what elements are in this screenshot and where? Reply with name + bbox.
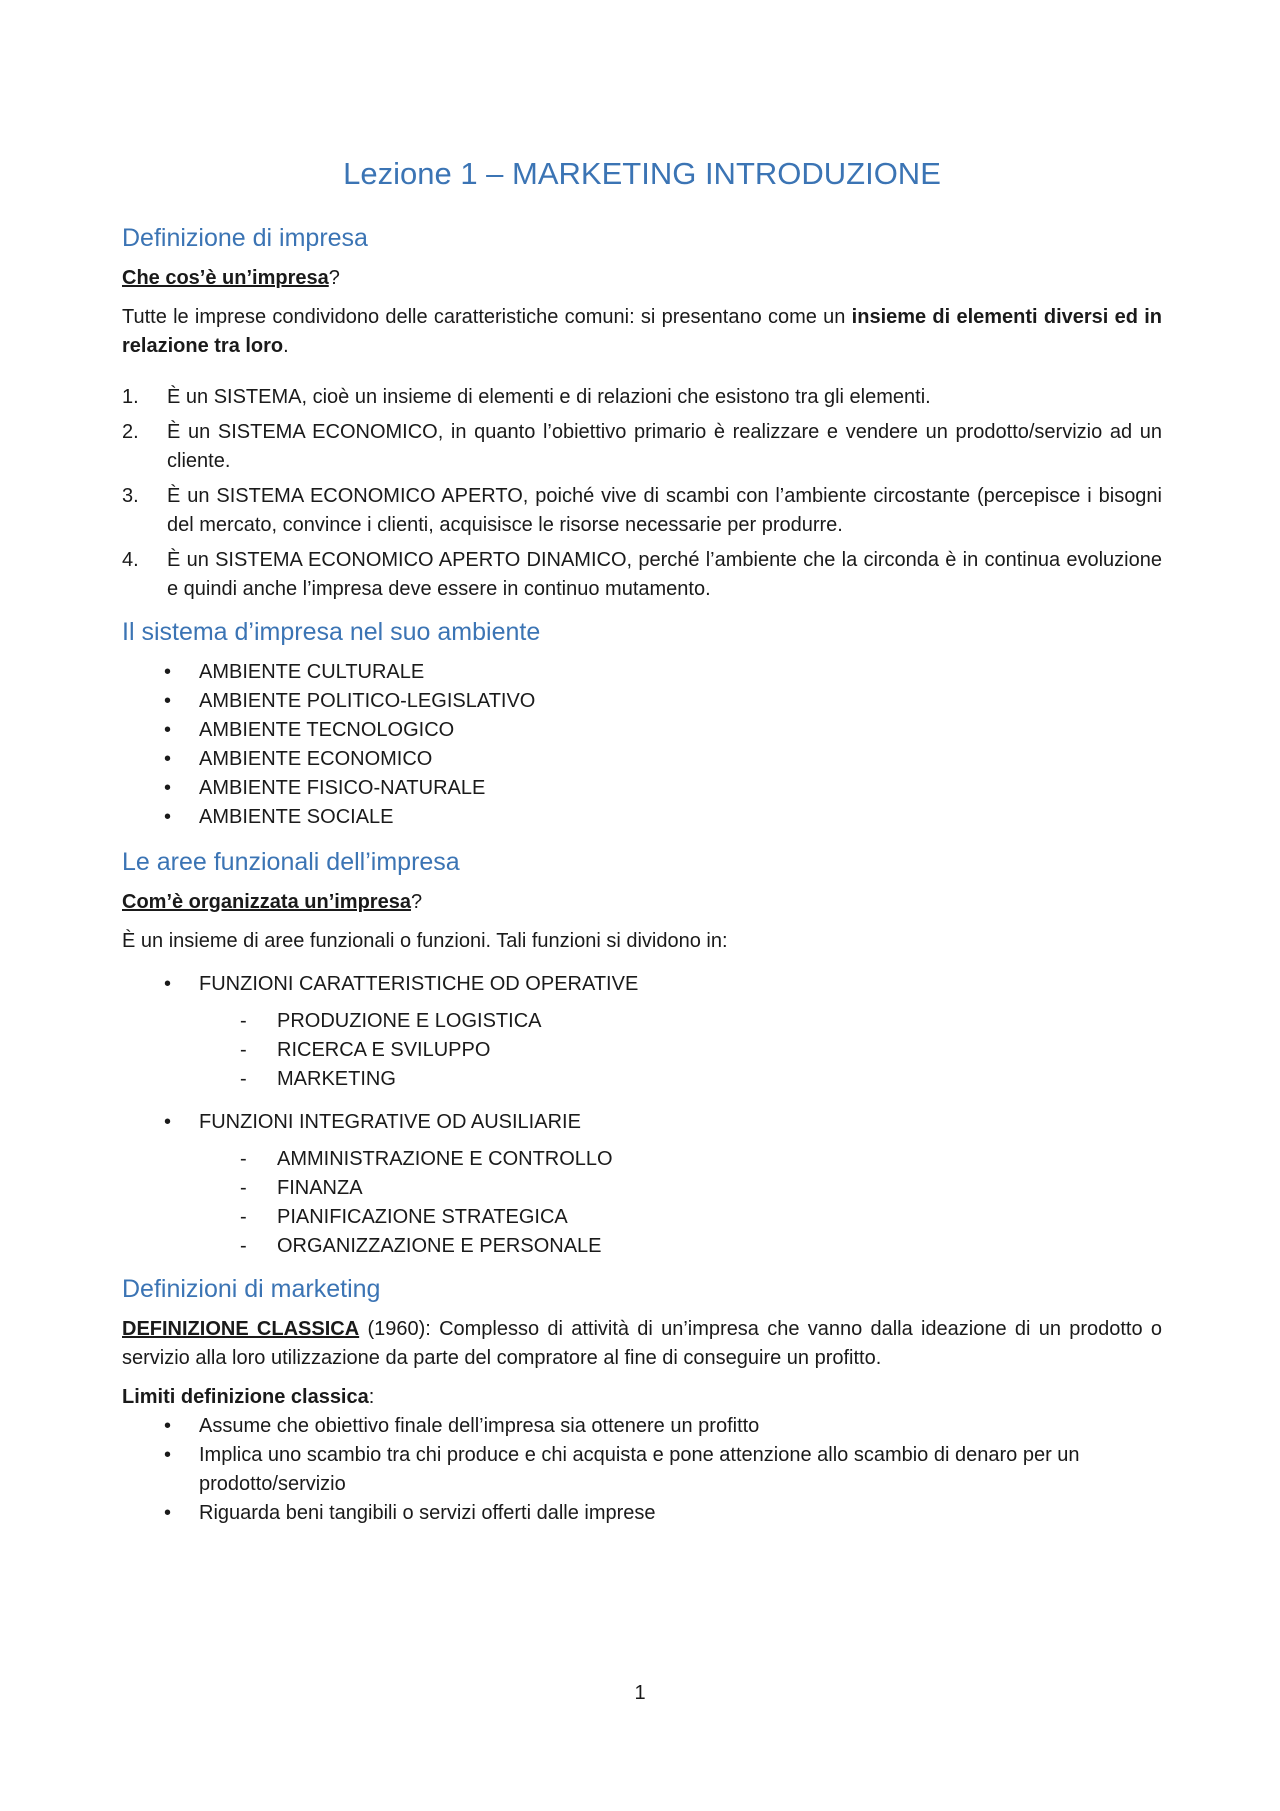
list-item: • AMBIENTE POLITICO-LEGISLATIVO xyxy=(122,687,1162,716)
bullet-icon: • xyxy=(164,690,172,712)
funzioni-group-1-items xyxy=(122,1007,1162,1094)
intro-paragraph: Tutte le imprese condividono delle caratteristiche comuni: si presentano come un insieme di elementi diversi ed in relazione tra loro. xyxy=(122,306,1162,357)
list-item: • AMBIENTE CULTURALE xyxy=(122,658,1162,687)
list-item: - AMMINISTRAZIONE E CONTROLLO xyxy=(122,1145,1162,1174)
dash-icon: - xyxy=(240,1068,247,1090)
question-text: Com’è organizzata un’impresa xyxy=(122,891,411,913)
dash-icon: - xyxy=(240,1235,247,1257)
page-number: 1 xyxy=(634,1682,646,1704)
list-item: 3. È un SISTEMA ECONOMICO APERTO, poiché vive di scambi con l’ambiente circostante (percepisce i bisogni del mercato, convince i clienti, acquisisce le risorse necessarie per produrre. xyxy=(122,485,1162,536)
bullet-icon: • xyxy=(164,1502,172,1524)
list-item: 2. È un SISTEMA ECONOMICO, in quanto l’obiettivo primario è realizzare e vendere un prodotto/servizio ad un cliente. xyxy=(122,421,1162,472)
bullet-icon: • xyxy=(164,1444,172,1466)
page-title: Lezione 1 – MARKETING INTRODUZIONE xyxy=(343,156,941,191)
bullet-icon: • xyxy=(164,719,172,741)
dash-icon: - xyxy=(240,1039,247,1061)
heading-definizioni-marketing: Definizioni di marketing xyxy=(122,1275,381,1303)
bullet-icon: • xyxy=(164,973,172,995)
question-text: Che cos’è un’impresa xyxy=(122,267,329,289)
list-item: • Implica uno scambio tra chi produce e chi acquista e pone attenzione allo scambio di denaro per un prodotto/servizio xyxy=(122,1441,1162,1499)
ambiente-list xyxy=(122,658,1162,832)
list-item: • AMBIENTE TECNOLOGICO xyxy=(122,716,1162,745)
bullet-icon: • xyxy=(164,777,172,799)
bullet-icon: • xyxy=(164,1111,172,1133)
list-item: - RICERCA E SVILUPPO xyxy=(122,1036,1162,1065)
bullet-icon: • xyxy=(164,1415,172,1437)
funzioni-group-1 xyxy=(122,970,1162,999)
list-item: - FINANZA xyxy=(122,1174,1162,1203)
list-item: - PRODUZIONE E LOGISTICA xyxy=(122,1007,1162,1036)
list-item: • AMBIENTE FISICO-NATURALE xyxy=(122,774,1162,803)
bullet-icon: • xyxy=(164,806,172,828)
list-item: • FUNZIONI CARATTERISTICHE OD OPERATIVE xyxy=(122,970,1162,999)
limiti-label: Limiti definizione classica: xyxy=(122,1386,375,1408)
dash-icon: - xyxy=(240,1177,247,1199)
intro-bold: insieme di elementi diversi ed in relazione tra loro xyxy=(122,306,1162,357)
question-che-cos-e: Che cos’è un’impresa? xyxy=(122,267,340,289)
list-item: • Riguarda beni tangibili o servizi offerti dalle imprese xyxy=(122,1499,1162,1528)
heading-definizione-impresa: Definizione di impresa xyxy=(122,224,368,252)
list-item: • AMBIENTE SOCIALE xyxy=(122,803,1162,832)
definizione-label: DEFINIZIONE CLASSICA xyxy=(122,1318,360,1340)
heading-sistema-ambiente: Il sistema d’impresa nel suo ambiente xyxy=(122,618,541,646)
heading-aree-funzionali: Le aree funzionali dell’impresa xyxy=(122,848,460,876)
bullet-icon: • xyxy=(164,661,172,683)
definizione-classica: DEFINIZIONE CLASSICA (1960): Complesso di attività di un’impresa che vanno dalla ideazione di un prodotto o servizio alla loro utilizzazione da parte del compratore al fine di conseguire un profitto. xyxy=(122,1318,1163,1369)
page-content xyxy=(122,150,1162,1542)
dash-icon: - xyxy=(240,1206,247,1228)
funzioni-group-2-items xyxy=(122,1145,1162,1261)
funzioni-group-2 xyxy=(122,1108,1162,1137)
list-item: - MARKETING xyxy=(122,1065,1162,1094)
list-item: 1. È un SISTEMA, cioè un insieme di elementi e di relazioni che esistono tra gli elementi. xyxy=(122,386,931,408)
dash-icon: - xyxy=(240,1010,247,1032)
list-item: • FUNZIONI INTEGRATIVE OD AUSILIARIE xyxy=(122,1108,1162,1137)
limiti-list xyxy=(122,1412,1162,1528)
list-item: - PIANIFICAZIONE STRATEGICA xyxy=(122,1203,1162,1232)
dash-icon: - xyxy=(240,1148,247,1170)
list-item: 4. È un SISTEMA ECONOMICO APERTO DINAMICO, perché l’ambiente che la circonda è in continua evoluzione e quindi anche l’impresa deve essere in continuo mutamento. xyxy=(122,549,1162,600)
question-organizzata: Com’è organizzata un’impresa? xyxy=(122,891,423,913)
list-item: • Assume che obiettivo finale dell’impresa sia ottenere un profitto xyxy=(122,1412,1162,1441)
list-item: • AMBIENTE ECONOMICO xyxy=(122,745,1162,774)
list-item: - ORGANIZZAZIONE E PERSONALE xyxy=(122,1232,1162,1261)
bullet-icon: • xyxy=(164,748,172,770)
funzioni-intro: È un insieme di aree funzionali o funzioni. Tali funzioni si dividono in: xyxy=(122,930,728,952)
sistema-list xyxy=(122,383,1162,604)
